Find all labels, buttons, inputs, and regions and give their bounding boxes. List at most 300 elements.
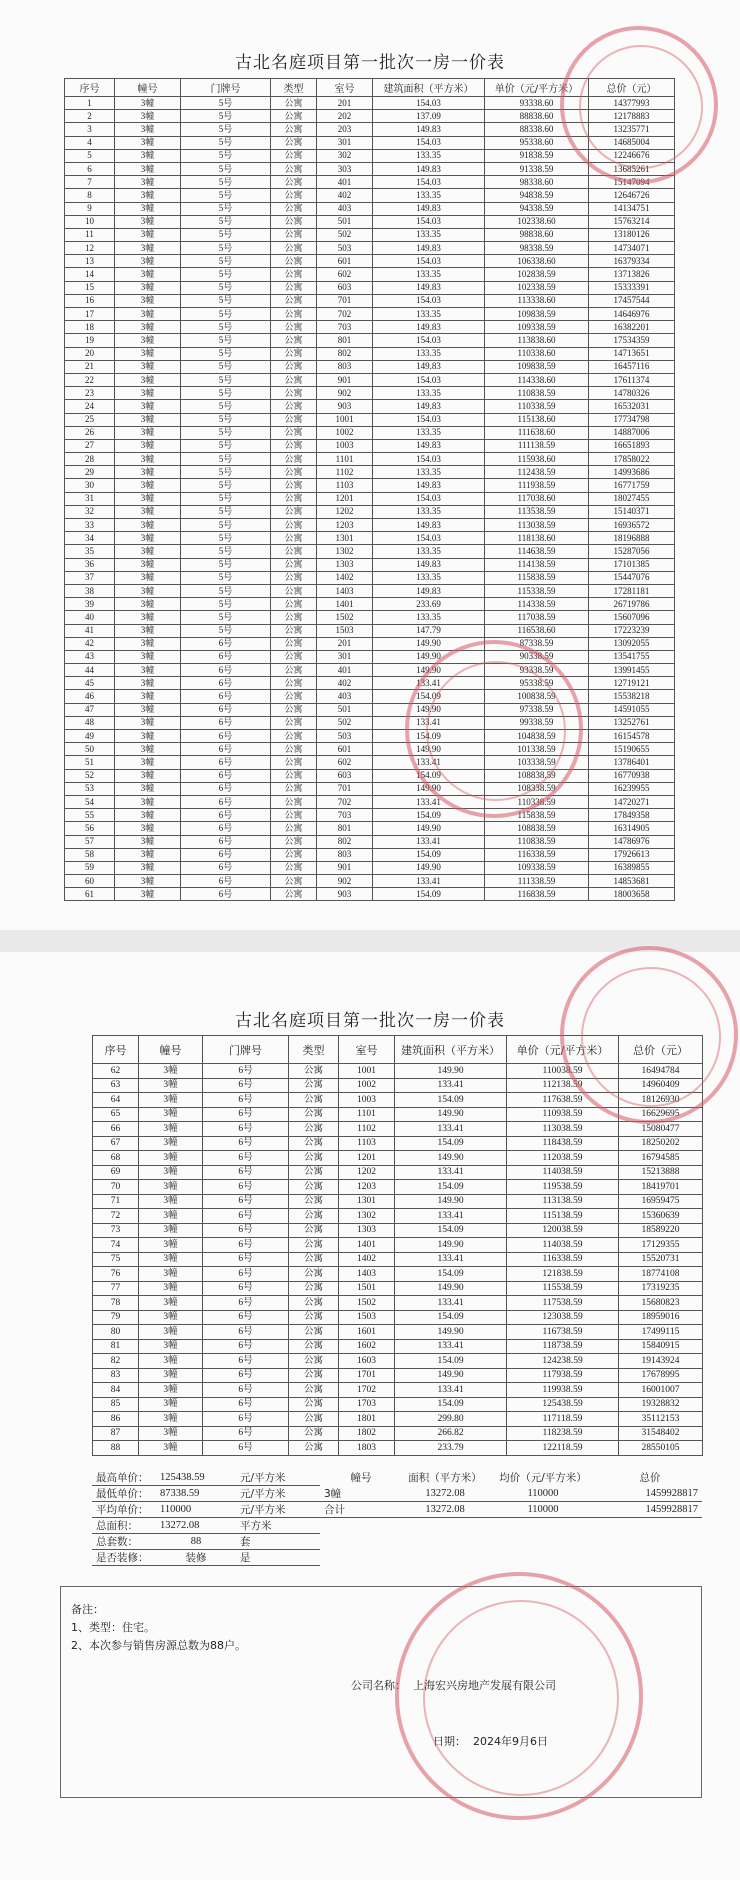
table-cell: 28550105: [619, 1441, 703, 1456]
table-cell: 公寓: [271, 373, 317, 386]
table-cell: 801: [317, 822, 373, 835]
table-cell: 3幢: [139, 1281, 203, 1296]
table-cell: 117118.59: [507, 1412, 619, 1427]
table-cell: 3幢: [115, 387, 181, 400]
table-cell: 88338.60: [485, 123, 589, 136]
table-cell: 901: [317, 861, 373, 874]
table-cell: 98338.60: [485, 176, 589, 189]
table-cell: 154.09: [373, 888, 485, 901]
table-cell: 94838.59: [485, 189, 589, 202]
table-row: [93, 1252, 703, 1267]
signing-date: 2024年9月6日: [473, 1735, 548, 1748]
table-cell: 16001007: [619, 1383, 703, 1398]
table-cell: 5号: [181, 110, 271, 123]
table-cell: 3幢: [139, 1238, 203, 1253]
table-cell: 6: [65, 162, 115, 175]
table-cell: 133.35: [373, 189, 485, 202]
table-cell: 公寓: [271, 228, 317, 241]
summary-sum-avg: 110000: [488, 1502, 598, 1518]
table-cell: 149.90: [395, 1238, 507, 1253]
table-cell: 154.09: [373, 690, 485, 703]
table-cell: 13180126: [589, 228, 675, 241]
table-row: [65, 360, 675, 373]
table-cell: 903: [317, 888, 373, 901]
table-cell: 3幢: [115, 321, 181, 334]
table-cell: 6号: [181, 875, 271, 888]
column-header: 序号: [65, 79, 115, 97]
table-cell: 114638.59: [485, 545, 589, 558]
table-cell: 3幢: [115, 110, 181, 123]
table-cell: 5号: [181, 519, 271, 532]
table-cell: 6号: [203, 1339, 289, 1354]
company-name: 上海宏兴房地产发展有限公司: [413, 1679, 556, 1692]
table-cell: 64: [93, 1093, 139, 1108]
table-cell: 6号: [181, 664, 271, 677]
column-header: 建筑面积（平方米）: [395, 1036, 507, 1064]
table-cell: 14591055: [589, 703, 675, 716]
table-cell: 149.90: [373, 861, 485, 874]
table-cell: 503: [317, 242, 373, 255]
table-row: [65, 532, 675, 545]
table-cell: 149.83: [373, 360, 485, 373]
table-cell: 6号: [203, 1397, 289, 1412]
table-cell: 154.03: [373, 334, 485, 347]
table-cell: 17457544: [589, 294, 675, 307]
table-cell: 6号: [181, 690, 271, 703]
table-cell: 3幢: [115, 268, 181, 281]
table-cell: 15538218: [589, 690, 675, 703]
table-cell: 16629695: [619, 1107, 703, 1122]
table-row: [65, 743, 675, 756]
table-cell: 3幢: [115, 479, 181, 492]
table-cell: 106338.60: [485, 255, 589, 268]
table-cell: 3幢: [115, 584, 181, 597]
table-cell: 90338.59: [485, 650, 589, 663]
table-cell: 111138.59: [485, 439, 589, 452]
table-cell: 5号: [181, 321, 271, 334]
table-cell: 149.90: [373, 650, 485, 663]
table-row: [65, 228, 675, 241]
table-cell: 6号: [181, 835, 271, 848]
table-cell: 5号: [181, 176, 271, 189]
table-cell: 公寓: [271, 439, 317, 452]
table-cell: 19143924: [619, 1354, 703, 1369]
table-cell: 27: [65, 439, 115, 452]
table-cell: 133.35: [373, 228, 485, 241]
table-cell: 1502: [317, 611, 373, 624]
table-row: [65, 176, 675, 189]
table-cell: 3幢: [139, 1078, 203, 1093]
table-cell: 6号: [203, 1296, 289, 1311]
table-cell: 133.35: [373, 571, 485, 584]
table-cell: 302: [317, 149, 373, 162]
table-cell: 3幢: [139, 1426, 203, 1441]
table-cell: 149.90: [373, 782, 485, 795]
table-cell: 公寓: [271, 637, 317, 650]
table-cell: 公寓: [289, 1064, 339, 1079]
table-cell: 58: [65, 848, 115, 861]
table-row: [65, 584, 675, 597]
table-cell: 20: [65, 347, 115, 360]
table-cell: 3幢: [115, 650, 181, 663]
table-cell: 公寓: [289, 1426, 339, 1441]
table-cell: 118738.59: [507, 1339, 619, 1354]
table-cell: 1101: [317, 453, 373, 466]
table-cell: 113038.59: [507, 1122, 619, 1137]
table-cell: 15190655: [589, 743, 675, 756]
table-cell: 3幢: [115, 505, 181, 518]
table-cell: 6号: [181, 861, 271, 874]
table-cell: 133.35: [373, 545, 485, 558]
table-cell: 154.09: [395, 1136, 507, 1151]
table-cell: 5号: [181, 189, 271, 202]
table-cell: 6号: [203, 1194, 289, 1209]
table-cell: 1403: [339, 1267, 395, 1282]
table-cell: 1102: [317, 466, 373, 479]
table-row: [93, 1339, 703, 1354]
table-cell: 16770938: [589, 769, 675, 782]
table-cell: 112138.59: [507, 1078, 619, 1093]
table-cell: 91838.59: [485, 149, 589, 162]
table-cell: 601: [317, 743, 373, 756]
table-cell: 5号: [181, 242, 271, 255]
table-cell: 17611374: [589, 373, 675, 386]
table-row: [65, 413, 675, 426]
table-cell: 1801: [339, 1412, 395, 1427]
table-cell: 5号: [181, 466, 271, 479]
table-cell: 16959475: [619, 1194, 703, 1209]
table-cell: 10: [65, 215, 115, 228]
table-cell: 公寓: [289, 1136, 339, 1151]
table-cell: 403: [317, 202, 373, 215]
table-cell: 51: [65, 756, 115, 769]
table-cell: 3幢: [115, 413, 181, 426]
table-cell: 3幢: [115, 835, 181, 848]
table-cell: 133.35: [373, 611, 485, 624]
table-row: [65, 875, 675, 888]
table-cell: 502: [317, 228, 373, 241]
table-cell: 12719121: [589, 677, 675, 690]
table-cell: 6号: [203, 1209, 289, 1224]
table-cell: 18774108: [619, 1267, 703, 1282]
table-cell: 3幢: [115, 189, 181, 202]
table-cell: 603: [317, 281, 373, 294]
table-cell: 602: [317, 268, 373, 281]
price-sheet-page-1: [0, 0, 740, 930]
summary-header-building: 幢号: [350, 1472, 372, 1485]
table-cell: 114038.59: [507, 1238, 619, 1253]
table-cell: 3幢: [115, 242, 181, 255]
table-cell: 公寓: [289, 1223, 339, 1238]
table-cell: 119538.59: [507, 1180, 619, 1195]
table-cell: 3幢: [115, 611, 181, 624]
table-cell: 5号: [181, 387, 271, 400]
table-cell: 6号: [203, 1180, 289, 1195]
table-cell: 29: [65, 466, 115, 479]
table-cell: 233.79: [395, 1441, 507, 1456]
table-cell: 113838.60: [485, 334, 589, 347]
table-cell: 15520731: [619, 1252, 703, 1267]
table-row: [65, 466, 675, 479]
table-cell: 12178883: [589, 110, 675, 123]
table-cell: 149.83: [373, 479, 485, 492]
table-cell: 1601: [339, 1325, 395, 1340]
table-cell: 18196888: [589, 532, 675, 545]
table-cell: 3幢: [115, 334, 181, 347]
table-cell: 3幢: [115, 308, 181, 321]
table-cell: 18003658: [589, 888, 675, 901]
table-cell: 16794585: [619, 1151, 703, 1166]
table-row: [65, 321, 675, 334]
table-cell: 公寓: [271, 149, 317, 162]
table-cell: 802: [317, 347, 373, 360]
table-cell: 6号: [181, 756, 271, 769]
table-cell: 115538.59: [507, 1281, 619, 1296]
table-cell: 1103: [339, 1136, 395, 1151]
table-cell: 149.90: [373, 743, 485, 756]
table-cell: 69: [93, 1165, 139, 1180]
table-cell: 16382201: [589, 321, 675, 334]
table-cell: 70: [93, 1180, 139, 1195]
table-cell: 99338.59: [485, 716, 589, 729]
table-cell: 公寓: [289, 1252, 339, 1267]
table-cell: 47: [65, 703, 115, 716]
table-cell: 公寓: [289, 1325, 339, 1340]
table-cell: 80: [93, 1325, 139, 1340]
table-row: [65, 545, 675, 558]
table-row: [93, 1223, 703, 1238]
table-cell: 149.90: [395, 1194, 507, 1209]
table-cell: 3幢: [115, 875, 181, 888]
summary-avg: 110000: [488, 1486, 598, 1502]
table-cell: 201: [317, 637, 373, 650]
table-cell: 12: [65, 242, 115, 255]
table-cell: 6号: [203, 1412, 289, 1427]
table-cell: 13685261: [589, 162, 675, 175]
summary-area: 13272.08: [402, 1486, 488, 1502]
table-cell: 6号: [181, 769, 271, 782]
table-cell: 公寓: [271, 123, 317, 136]
table-cell: 62: [93, 1064, 139, 1079]
table-cell: 149.90: [395, 1064, 507, 1079]
table-cell: 17678995: [619, 1368, 703, 1383]
table-cell: 903: [317, 400, 373, 413]
column-header: 幢号: [139, 1036, 203, 1064]
table-cell: 18959016: [619, 1310, 703, 1325]
table-row: [65, 848, 675, 861]
table-cell: 公寓: [289, 1368, 339, 1383]
table-cell: 1602: [339, 1339, 395, 1354]
table-cell: 403: [317, 690, 373, 703]
table-cell: 3幢: [115, 136, 181, 149]
table-cell: 233.69: [373, 598, 485, 611]
table-cell: 110338.60: [485, 347, 589, 360]
table-cell: 15607096: [589, 611, 675, 624]
table-cell: 公寓: [271, 545, 317, 558]
table-cell: 6号: [181, 703, 271, 716]
table-cell: 公寓: [289, 1310, 339, 1325]
table-cell: 3幢: [115, 703, 181, 716]
table-cell: 17849358: [589, 809, 675, 822]
table-cell: 公寓: [271, 347, 317, 360]
table-cell: 15147094: [589, 176, 675, 189]
table-row: [65, 558, 675, 571]
table-cell: 3幢: [139, 1223, 203, 1238]
table-cell: 17223239: [589, 624, 675, 637]
table-row: [65, 611, 675, 624]
table-cell: 17926613: [589, 848, 675, 861]
table-cell: 16532031: [589, 400, 675, 413]
table-cell: 5号: [181, 162, 271, 175]
table-row: [93, 1412, 703, 1427]
table-cell: 6号: [203, 1383, 289, 1398]
table-cell: 5号: [181, 373, 271, 386]
table-cell: 3幢: [139, 1267, 203, 1282]
table-cell: 149.83: [373, 400, 485, 413]
table-cell: 104838.59: [485, 730, 589, 743]
table-row: [65, 809, 675, 822]
summary-total: 1459928817: [598, 1486, 702, 1502]
table-cell: 133.41: [373, 716, 485, 729]
table-cell: 103338.59: [485, 756, 589, 769]
table-cell: 75: [93, 1252, 139, 1267]
table-cell: 116338.59: [507, 1252, 619, 1267]
table-cell: 115138.60: [485, 413, 589, 426]
table-cell: 61: [65, 888, 115, 901]
table-cell: 公寓: [271, 743, 317, 756]
table-cell: 401: [317, 664, 373, 677]
total-units-value: 88: [156, 1534, 236, 1550]
table-row: [93, 1281, 703, 1296]
table-cell: 3幢: [139, 1209, 203, 1224]
table-row: [65, 769, 675, 782]
table-cell: 22: [65, 373, 115, 386]
table-row: [65, 426, 675, 439]
table-cell: 95338.59: [485, 677, 589, 690]
table-row: [65, 624, 675, 637]
table-cell: 802: [317, 835, 373, 848]
table-cell: 154.03: [373, 492, 485, 505]
table-cell: 57: [65, 835, 115, 848]
table-cell: 公寓: [271, 730, 317, 743]
table-cell: 公寓: [271, 835, 317, 848]
table-cell: 15213888: [619, 1165, 703, 1180]
page1-title: 古北名庭项目第一批次一房一价表: [235, 53, 505, 73]
price-sheet-page-2: [0, 952, 740, 1880]
table-cell: 110338.59: [485, 400, 589, 413]
table-cell: 公寓: [271, 334, 317, 347]
table-cell: 17858022: [589, 453, 675, 466]
table-cell: 42: [65, 637, 115, 650]
table-cell: 133.35: [373, 426, 485, 439]
table-cell: 公寓: [271, 532, 317, 545]
table-cell: 85: [93, 1397, 139, 1412]
table-cell: 3幢: [115, 690, 181, 703]
summary-table: [92, 1470, 702, 1566]
table-cell: 公寓: [271, 281, 317, 294]
table-cell: 3幢: [139, 1064, 203, 1079]
table-cell: 24: [65, 400, 115, 413]
table-cell: 9: [65, 202, 115, 215]
table-cell: 3幢: [115, 453, 181, 466]
table-row: [65, 387, 675, 400]
table-cell: 5号: [181, 479, 271, 492]
table-cell: 15447076: [589, 571, 675, 584]
table-cell: 5号: [181, 611, 271, 624]
table-cell: 6号: [203, 1354, 289, 1369]
table-row: [65, 505, 675, 518]
table-cell: 28: [65, 453, 115, 466]
table-cell: 3幢: [115, 255, 181, 268]
table-cell: 72: [93, 1209, 139, 1224]
table-cell: 3幢: [115, 426, 181, 439]
table-cell: 6号: [203, 1064, 289, 1079]
table-cell: 154.09: [395, 1354, 507, 1369]
summary-building: 3幢: [320, 1486, 402, 1502]
table-row: [93, 1426, 703, 1441]
table-cell: 3幢: [139, 1252, 203, 1267]
table-cell: 133.35: [373, 308, 485, 321]
table-cell: 15840915: [619, 1339, 703, 1354]
table-cell: 公寓: [289, 1122, 339, 1137]
table-cell: 133.35: [373, 505, 485, 518]
table-row: [65, 492, 675, 505]
table-row: [65, 861, 675, 874]
table-cell: 149.90: [373, 637, 485, 650]
developer-seal-stamp: [395, 1572, 643, 1820]
table-cell: 公寓: [271, 795, 317, 808]
table-cell: 108338.59: [485, 782, 589, 795]
table-cell: 公寓: [289, 1354, 339, 1369]
table-cell: 1503: [339, 1310, 395, 1325]
table-cell: 公寓: [271, 703, 317, 716]
table-cell: 14: [65, 268, 115, 281]
table-cell: 3幢: [139, 1310, 203, 1325]
table-cell: 83: [93, 1368, 139, 1383]
table-cell: 15140371: [589, 505, 675, 518]
table-cell: 5号: [181, 360, 271, 373]
table-cell: 38: [65, 584, 115, 597]
table-cell: 1202: [317, 505, 373, 518]
table-cell: 109338.59: [485, 321, 589, 334]
table-cell: 公寓: [271, 611, 317, 624]
table-row: [65, 215, 675, 228]
table-cell: 5号: [181, 149, 271, 162]
table-cell: 87: [93, 1426, 139, 1441]
table-cell: 3幢: [139, 1368, 203, 1383]
table-cell: 149.90: [373, 822, 485, 835]
table-row: [65, 730, 675, 743]
table-cell: 7: [65, 176, 115, 189]
table-row: [65, 347, 675, 360]
table-cell: 3幢: [139, 1136, 203, 1151]
table-cell: 3幢: [115, 439, 181, 452]
table-cell: 6号: [181, 795, 271, 808]
table-cell: 115338.59: [485, 584, 589, 597]
table-cell: 123038.59: [507, 1310, 619, 1325]
table-cell: 149.83: [373, 162, 485, 175]
table-cell: 13: [65, 255, 115, 268]
table-cell: 67: [93, 1136, 139, 1151]
table-cell: 81: [93, 1339, 139, 1354]
table-cell: 公寓: [289, 1267, 339, 1282]
table-cell: 公寓: [271, 664, 317, 677]
table-cell: 502: [317, 716, 373, 729]
table-cell: 118138.60: [485, 532, 589, 545]
table-cell: 3幢: [139, 1383, 203, 1398]
table-cell: 17101385: [589, 558, 675, 571]
table-cell: 149.90: [395, 1107, 507, 1122]
